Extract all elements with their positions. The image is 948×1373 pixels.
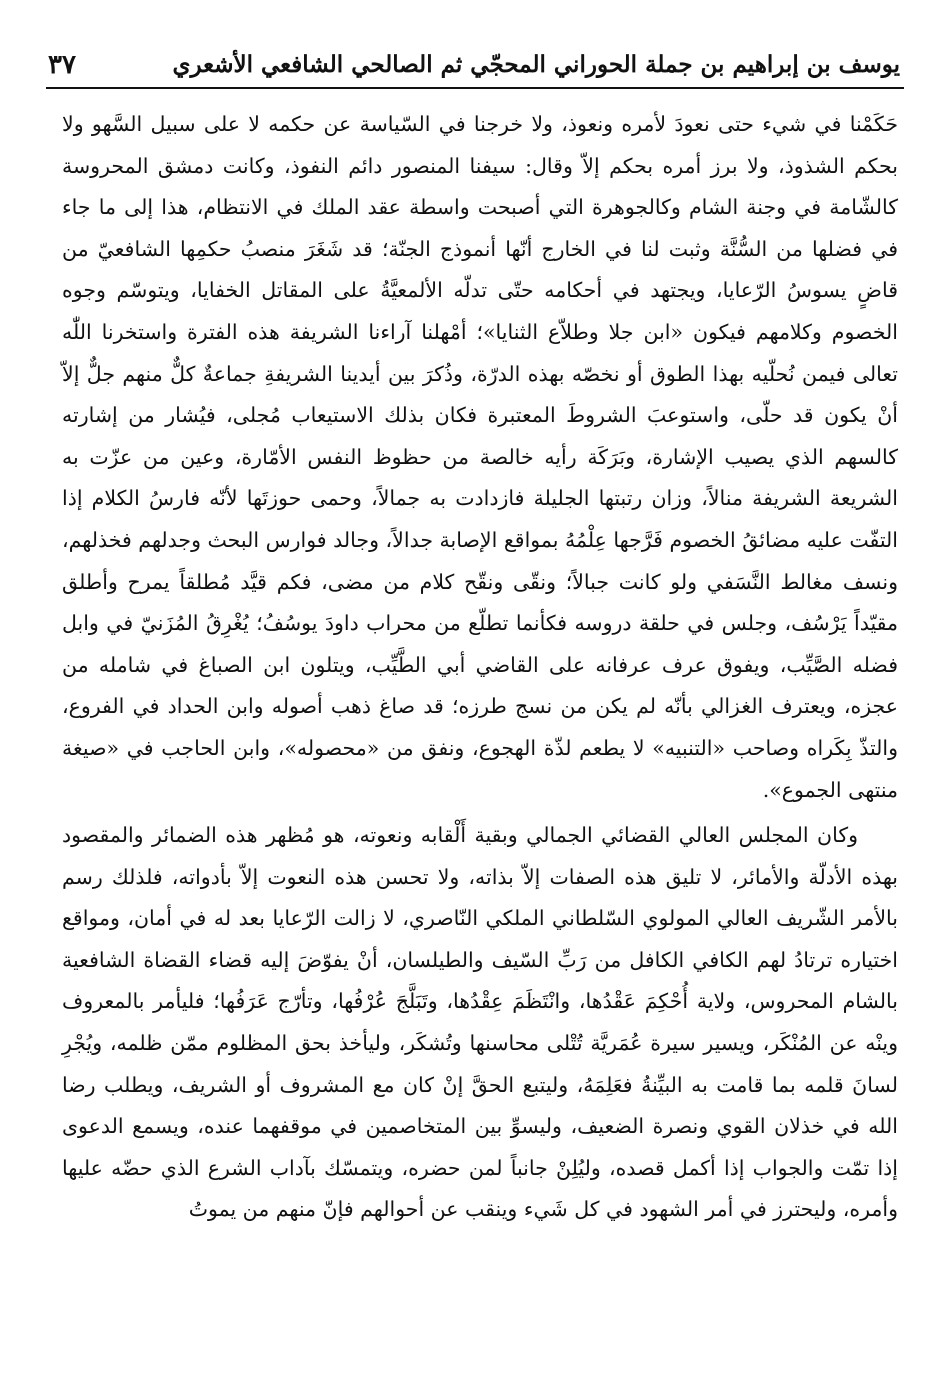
paragraph: وكان المجلس العالي القضائي الجمالي وبقية أَلْقابه ونعوته، هو مُظهر هذه الضمائر والمقصود بهذه الأدلّة والأمائر، لا تليق هذه الصفات إلاّ بذاته، ولا تحسن هذه النعوت إلاّ بأدواته، فلذلك رسم بالأمر الشّريف العالي المولوي السّلطاني الملكي النّاصري، لا زالت الرّعايا بعد له في أمان، ومواقع اختياره ترتادُ لهم الكافي الكافل من رَبِّ السّيف والطيلسان، أنْ يفوّضَ إليه قضاء القضاة الشافعية بالشام المحروس، ولاية أُحْكِمَ عَقْدُها، وانْتَظَمَ عِقْدُها، وتَبَلَّجَ عُرْفُها، وتأرّج عَرَفُها؛ فليأمر بالمعروف وينْه عن المُنْكَر، ويسير سيرة عُمَريَّة تُتْلى محاسنها وتُشكَر، وليأخذ بحق المظلوم ممّن ظلمه، ويُجْرِ لسانَ قلمه بما قامت به البيِّنةُ فعَلِمَهُ، وليتبع الحقَّ إنْ كان مع المشروف أو الشريف، ويطلب رضا الله في خذلان القوي ونصرة الضعيف، وليسوِّ بين المتخاصمين في موقفهما عنده، ويسمع الدعوى إذا تمّت والجواب إذا أكمل قصده، وليُلِنْ جانباً لمن حضره، ويتمسّك بآداب الشرع الذي حضّه عليها وأمره، وليحترز في أمر الشهود في كل شَيء وينقب عن أحوالهم فإنّ منهم من يموتُ <box>62 823 898 1222</box>
page-header <box>48 36 900 80</box>
page-number: ٣٧ <box>48 50 76 80</box>
paragraph: حَكَمْنا في شيء حتى نعودَ لأمره ونعوذ، ولا خرجنا في السّياسة عن حكمه لا على سبيل السَّهو ولا بحكم الشذوذ، ولا برز أمره بحكم إلاّ وقال: سيفنا المنصور دائم النفوذ، وكانت دمشق المحروسة كالشّامة في وجنة الشام وكالجوهرة التي أصبحت واسطة عقد الملك في الانتظام، هذا إلى ما جاء في فضلها من السُّنَّة وثبت لنا في الخارج أنّها أنموذج الجنّة؛ قد شَغَرَ منصبُ حكمِها الشافعيّ من قاضٍ يسوسُ الرّعايا، ويجتهد في أحكامه حتّى تدلّه الألمعيَّةُ على المقاتل الخفايا، ويتوسّم وجوه الخصوم وكلامهم فيكون «ابن جلا وطلاّع الثنايا»؛ أمْهلنا آراءنا الشريفة هذه الفترة واستخرنا اللّٰه تعالى فيمن نُحلّيه بهذا الطوق أو نخصّه بهذه الدرّة، وذُكرَ بين أيدينا الشريفةِ جماعةٌ كلٌّ منهم جلٌّ إلاّ أنْ يكون قد حلّى، واستوعبَ الشروطَ المعتبرة فكان بذلك الاستيعاب مُجلى، فيُشار من إشارته كالسهم الذي يصيب الإشارة، وبَرَكَة رأيه خالصة من حظوظ النفس الأمّارة، وعين من عزّت به الشريعة الشريفة منالاً، وزان رتبتها الجليلة فازدادت به جمالاً، وحمى حوزتَها لأنّه فارسُ الكلام إذا التفّت عليه مضائقُ الخصوم فَرَّجها عِلْمُهُ بمواقع الإصابة جدالاً، وجالد فوارس البحث وجدلهم فخذلهم، ونسف مغالط النَّسَفي ولو كانت جبالاً؛ ونقّى ونقّح كلام من مضى، فكم قيَّد مُطلقاً يمرح وأطلق مقيّداً يَرْسُف، وجلس في حلقة دروسه فكأنما تطلّع من محراب داودَ يوسُفُ؛ يُغْرِقُ المُزَنيّ في وابل فضله الصَّيِّب، ويفوق عرف عرفانه على القاضي أبي الطَّيِّب، ويتلون ابن الصباغ في شامله من عجزه، ويعترف الغزالي بأنّه لم يكن من نسج طرزه؛ قد صاغ ذهب أصوله وابن الحداد في الفروع، والتذّ بِكَراه وصاحب «التنبيه» لا يطعم لذّة الهجوع، ونفق من «محصوله»، وابن الحاجب في «صيغة منتهى الجموع». <box>62 112 898 802</box>
body-text <box>62 104 898 1231</box>
running-title: يوسف بن إبراهيم بن جملة الحوراني المحجّي ثم الصالحي الشافعي الأشعري <box>172 51 900 78</box>
header-rule <box>46 87 904 89</box>
